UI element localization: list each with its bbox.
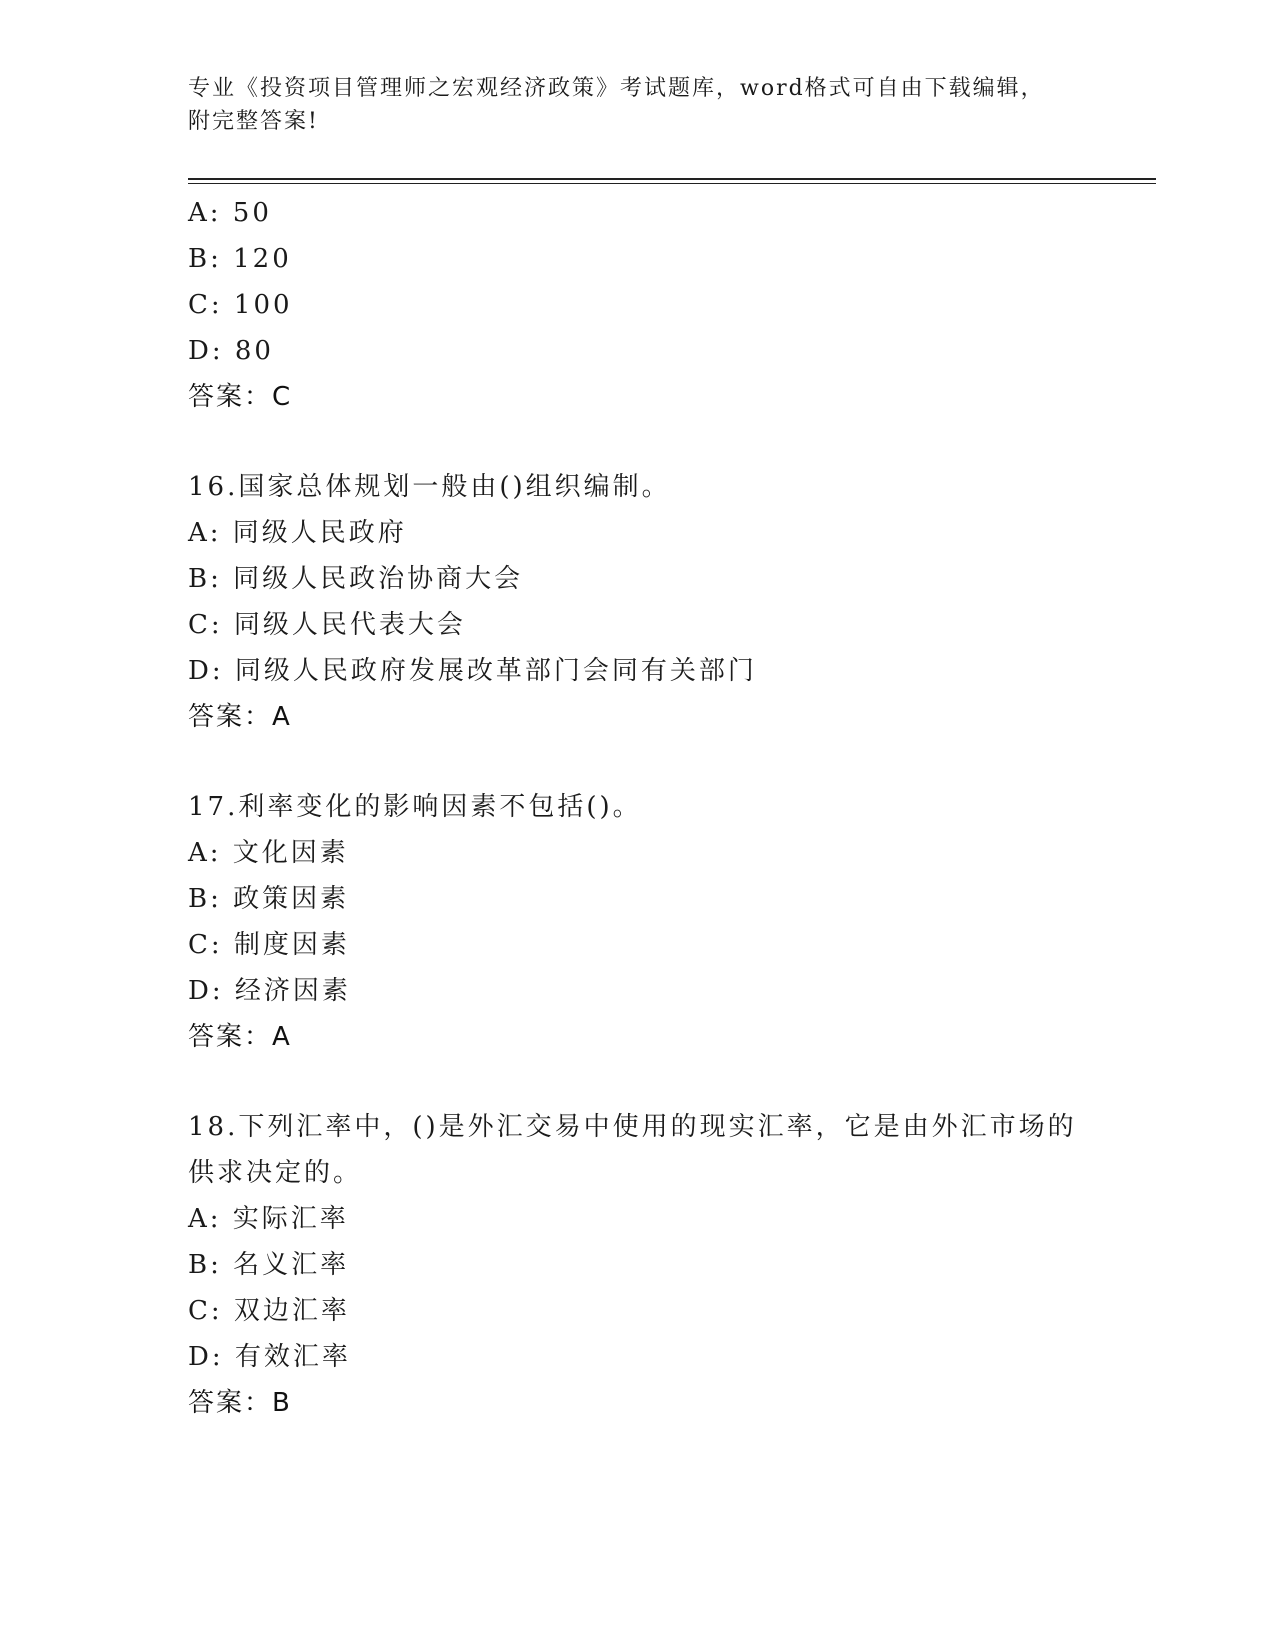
option-d: D: 经济因素 bbox=[188, 976, 351, 1006]
document-header bbox=[188, 72, 1088, 138]
answer-line: 答案：A bbox=[188, 1022, 292, 1052]
question-text-line-1: 18.下列汇率中，()是外汇交易中使用的现实汇率，它是由外汇市场的 bbox=[188, 1112, 1077, 1142]
block-gap bbox=[188, 740, 1156, 784]
header-line-2: 附完整答案! bbox=[188, 109, 319, 134]
option-c: C: 同级人民代表大会 bbox=[188, 610, 466, 640]
block-gap bbox=[188, 1060, 1156, 1104]
option-a: A: 同级人民政府 bbox=[188, 518, 407, 548]
question-text-line-2: 供求决定的。 bbox=[188, 1158, 363, 1188]
question-block-15 bbox=[188, 190, 1156, 420]
header-line-1: 专业《投资项目管理师之宏观经济政策》考试题库，word格式可自由下载编辑， bbox=[188, 76, 1045, 101]
option-b: B: 同级人民政治协商大会 bbox=[188, 564, 524, 594]
question-block-16 bbox=[188, 464, 1156, 740]
option-a: A: 文化因素 bbox=[188, 838, 349, 868]
option-b: B: 政策因素 bbox=[188, 884, 350, 914]
option-d: D: 同级人民政府发展改革部门会同有关部门 bbox=[188, 656, 757, 686]
answer-line: 答案：C bbox=[188, 382, 293, 412]
option-a: A: 50 bbox=[188, 198, 272, 228]
question-text: 17.利率变化的影响因素不包括()。 bbox=[188, 792, 642, 822]
option-d: D: 80 bbox=[188, 336, 274, 366]
block-gap bbox=[188, 420, 1156, 464]
option-a: A: 实际汇率 bbox=[188, 1204, 349, 1234]
option-b: B: 名义汇率 bbox=[188, 1250, 350, 1280]
question-block-18 bbox=[188, 1104, 1156, 1426]
option-c: C: 制度因素 bbox=[188, 930, 350, 960]
answer-line: 答案：A bbox=[188, 702, 292, 732]
option-c: C: 100 bbox=[188, 290, 293, 320]
option-b: B: 120 bbox=[188, 244, 292, 274]
option-c: C: 双边汇率 bbox=[188, 1296, 350, 1326]
question-block-17 bbox=[188, 784, 1156, 1060]
answer-line: 答案：B bbox=[188, 1388, 292, 1418]
header-rule-thick bbox=[188, 178, 1156, 180]
header-rule-thin bbox=[188, 183, 1156, 184]
question-content bbox=[188, 190, 1156, 1426]
option-d: D: 有效汇率 bbox=[188, 1342, 351, 1372]
question-text: 16.国家总体规划一般由()组织编制。 bbox=[188, 472, 671, 502]
